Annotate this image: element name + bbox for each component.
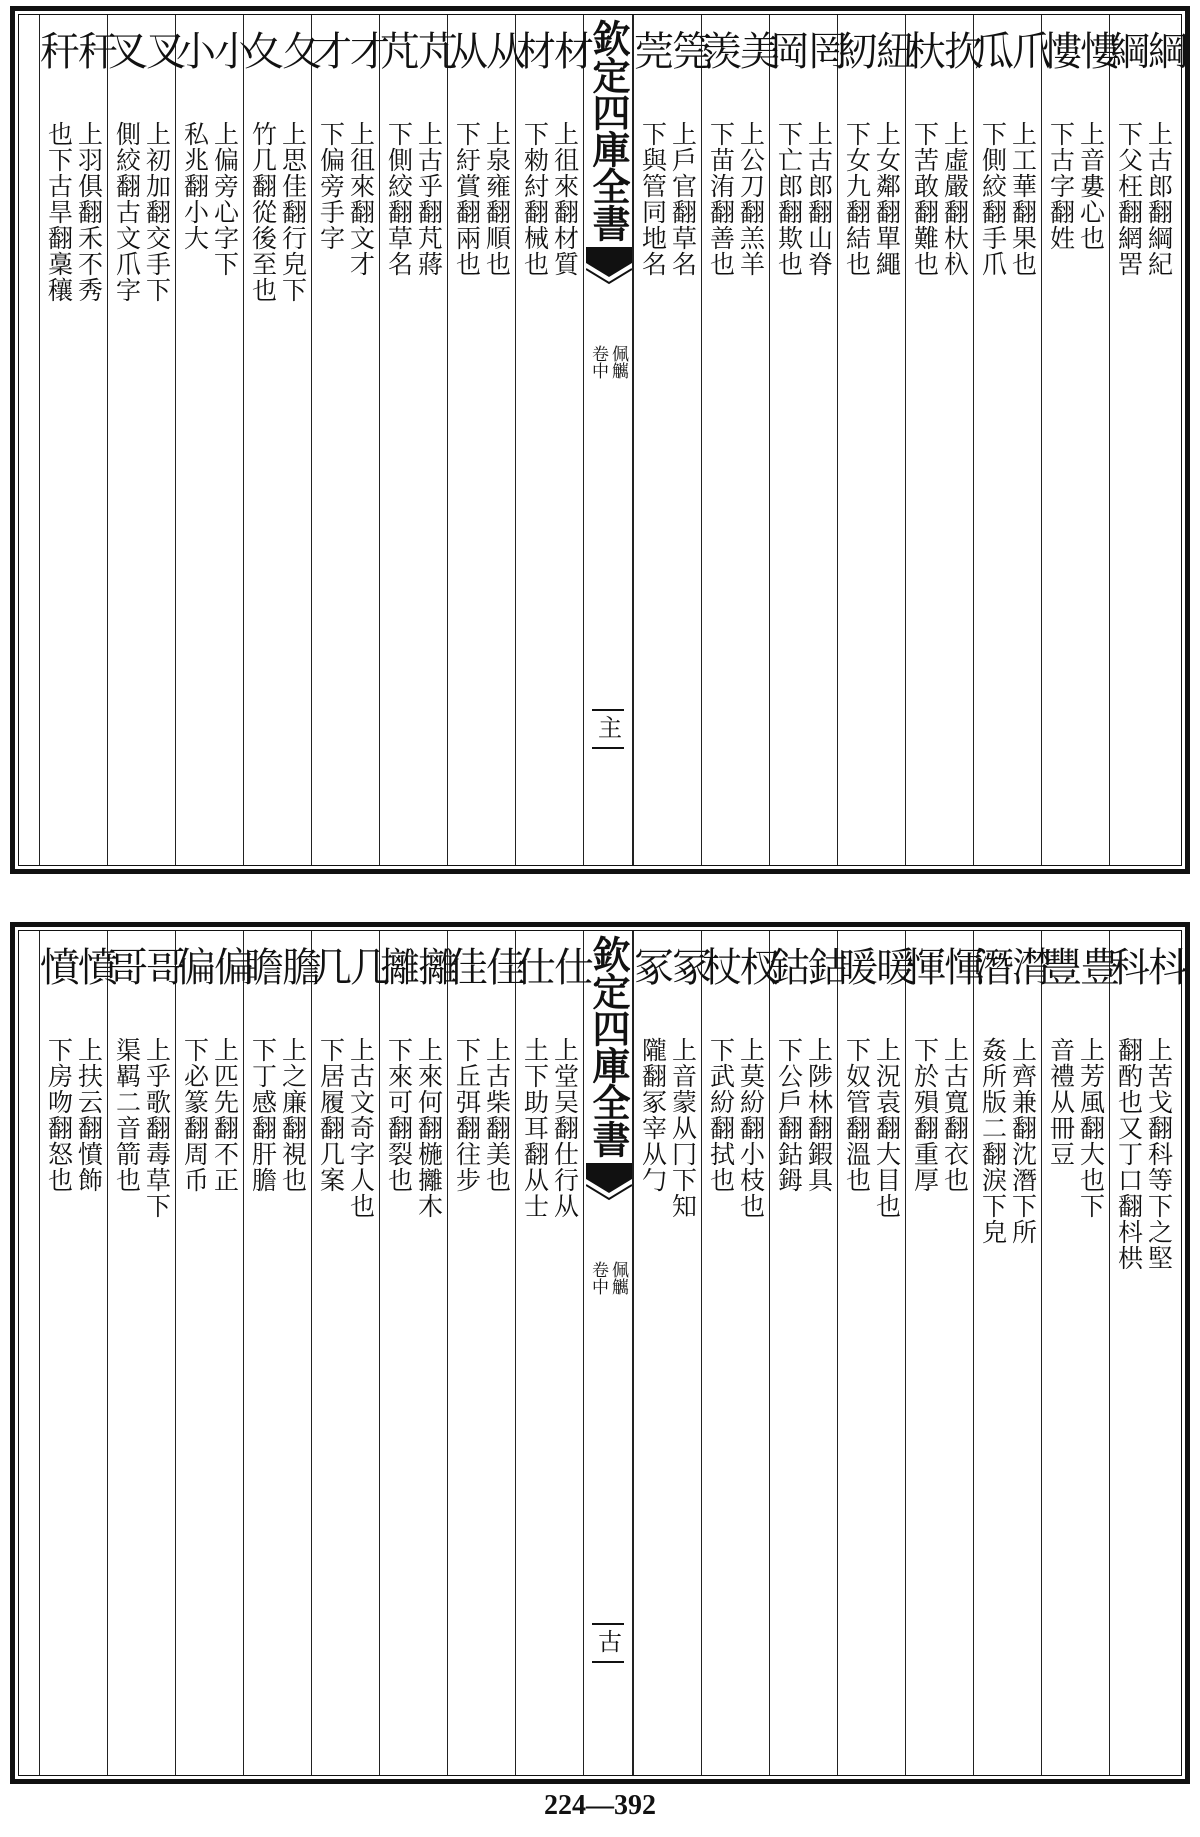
volume-label <box>589 345 627 379</box>
entry-column <box>1109 15 1186 865</box>
entry-headword: 几几 <box>312 945 388 991</box>
entry-headword: 瓜爪 <box>974 29 1050 75</box>
folio-number: 古 <box>593 1629 622 1653</box>
entry-gloss: 上古乎翻芃蔣 下側絞翻草名 <box>384 121 444 277</box>
entry-gloss: 上初加翻交手下 側絞翻古文爪字 <box>112 121 172 303</box>
entry-headword: 潛潸 <box>974 945 1050 991</box>
lower-page-frame <box>18 930 1186 1776</box>
volume-chapter: 卷中 <box>588 345 608 379</box>
entry-gloss: 上古柴翻美也 下丘弭翻往步 <box>452 1037 512 1193</box>
entry-column <box>973 931 1050 1775</box>
entry-headword: 綱綱 <box>1110 29 1186 75</box>
entry-gloss: 上乎歌翻毒草下 渠羁二音箭也 <box>112 1037 172 1219</box>
entry-headword: 惲惲 <box>906 945 982 991</box>
entry-column <box>1041 931 1118 1775</box>
entry-gloss: 上泉雍翻順也 下紆賞翻兩也 <box>452 121 512 277</box>
entry-gloss: 上公刀翻羔羊 下苗洧翻善也 <box>706 121 766 277</box>
entry-gloss: 上來何翻椸攡木 下來可翻裂也 <box>384 1037 444 1219</box>
entry-column <box>769 931 846 1775</box>
entry-headword: 偏偏 <box>176 945 252 991</box>
entry-headword: 才才 <box>312 29 388 75</box>
volume-book-name: 佩觽 <box>608 345 628 379</box>
entry-gloss: 上女鄰翻單繩 下女九翻結也 <box>842 121 902 277</box>
entry-column <box>633 931 710 1775</box>
entry-gloss: 上陟林翻鍜具 下公戶翻鈷鉧 <box>774 1037 834 1193</box>
entry-column <box>1041 15 1118 865</box>
entry-column <box>701 931 778 1775</box>
entry-headword: 豐豊 <box>1042 945 1118 991</box>
entry-headword: 材材 <box>516 29 592 75</box>
entry-column <box>701 15 778 865</box>
folio-number: 主 <box>593 715 622 739</box>
upper-page-frame <box>18 14 1186 866</box>
entry-headword: 从从 <box>448 29 524 75</box>
entry-gloss: 上戶官翻草名 下與管同地名 <box>638 121 698 277</box>
entry-headword: 莞筦 <box>634 29 710 75</box>
entry-column <box>175 15 252 865</box>
entry-column <box>107 15 184 865</box>
entry-column <box>379 931 456 1775</box>
entry-gloss: 上齊兼翻沈潛下所 姦所版二翻淚下皃 <box>978 1037 1038 1245</box>
entry-gloss: 上匹先翻不正 下必篆翻周币 <box>180 1037 240 1193</box>
entry-column <box>515 931 592 1775</box>
series-title: 欽定四庫全書 <box>586 19 631 241</box>
entry-gloss: 上羽俱翻禾不秀 也下古旱翻稾穰 <box>44 121 104 303</box>
entry-headword: 暖暖 <box>838 945 914 991</box>
entry-headword: 夂夂 <box>244 29 320 75</box>
entry-column <box>837 931 914 1775</box>
entry-column <box>311 15 388 865</box>
entry-gloss: 上古郎翻山脊 下亡郎翻欺也 <box>774 121 834 277</box>
entry-headword: 小小 <box>176 29 252 75</box>
upper-page <box>10 6 1190 874</box>
entry-headword: 仕仕 <box>516 945 592 991</box>
entry-column <box>973 15 1050 865</box>
entry-headword: 科枓 <box>1110 945 1186 991</box>
entry-column <box>39 931 116 1775</box>
page-code: 224—392 <box>544 1790 656 1821</box>
volume-chapter: 卷中 <box>588 1261 608 1295</box>
entry-gloss: 上虛嚴翻杕杁 下苦敢翻難也 <box>910 121 970 277</box>
entry-gloss: 上苦戈翻科等下之堅 翻酌也又丁口翻枓栱 <box>1114 1037 1174 1271</box>
entry-headword: 紉紐 <box>838 29 914 75</box>
entry-gloss: 上況袁翻大目也 下奴管翻溫也 <box>842 1037 902 1219</box>
entry-gloss: 上芳風翻大也下 音禮从冊豆 <box>1046 1037 1106 1219</box>
entry-column <box>243 931 320 1775</box>
entry-headword: 羡美 <box>702 29 778 75</box>
entry-gloss: 上音蒙从冂下知 隴翻冢宰从勹 <box>638 1037 698 1219</box>
entry-gloss: 上思佳翻行皃下 竹几翻從後至也 <box>248 121 308 303</box>
entry-headword: 鈷鈷 <box>770 945 846 991</box>
entry-gloss: 上扶云翻憤飾 下房吻翻怒也 <box>44 1037 104 1193</box>
entry-gloss: 上堂吴翻仕行从 土下助耳翻从士 <box>520 1037 580 1219</box>
entry-column <box>1109 931 1186 1775</box>
entry-headword: 攡攡 <box>380 945 456 991</box>
entry-column <box>39 15 116 865</box>
entry-column <box>175 931 252 1775</box>
entry-gloss: 上徂來翻材質 下勑紂翻械也 <box>520 121 580 277</box>
entry-headword: 芃芃 <box>380 29 456 75</box>
series-title: 欽定四庫全書 <box>586 935 631 1157</box>
folio-rule <box>592 1661 624 1663</box>
fishtail-mark-icon <box>586 247 632 291</box>
entry-headword: 冢冢 <box>634 945 710 991</box>
entry-column <box>515 15 592 865</box>
entry-gloss: 上工華翻果也 下側絞翻手爪 <box>978 121 1038 277</box>
entry-gloss: 上偏旁心字下 私兆翻小大 <box>180 121 240 277</box>
entry-column <box>633 15 710 865</box>
entry-headword: 瞻膽 <box>244 945 320 991</box>
volume-book-name: 佩觽 <box>608 1261 628 1295</box>
entry-headword: 哥哥 <box>108 945 184 991</box>
entry-gloss: 上莫紛翻小枝也 下武紛翻拭也 <box>706 1037 766 1219</box>
fishtail-mark-icon <box>586 1163 632 1207</box>
entry-headword: 秆秆 <box>40 29 116 75</box>
entry-column <box>905 931 982 1775</box>
entry-gloss: 上音婁心也 下古字翻姓 <box>1046 121 1106 251</box>
entry-gloss: 上古郎翻綱紀 下父枉翻網罟 <box>1114 121 1174 277</box>
entry-column <box>447 931 524 1775</box>
entry-headword: 杖杈 <box>702 945 778 991</box>
entry-headword: 佳佳 <box>448 945 524 991</box>
center-fold-column <box>583 931 633 1775</box>
entry-column <box>447 15 524 865</box>
volume-label <box>589 1261 627 1295</box>
entry-headword: 叉叉 <box>108 29 184 75</box>
entry-gloss: 上古寬翻衣也 下於殞翻重厚 <box>910 1037 970 1193</box>
folio-rule <box>592 709 624 711</box>
entry-gloss: 上古文奇字人也 下居履翻几案 <box>316 1037 376 1219</box>
entry-headword: 岡罔 <box>770 29 846 75</box>
entry-column <box>905 15 982 865</box>
entry-gloss: 上之廉翻視也 下丁感翻肝膽 <box>248 1037 308 1193</box>
center-fold-column <box>583 15 633 865</box>
entry-column <box>769 15 846 865</box>
folio-rule <box>592 1623 624 1625</box>
entry-column <box>243 15 320 865</box>
lower-page <box>10 922 1190 1784</box>
folio-rule <box>592 747 624 749</box>
entry-headword: 杕扻 <box>906 29 982 75</box>
entry-headword: 慺慺 <box>1042 29 1118 75</box>
entry-column <box>837 15 914 865</box>
entry-column <box>107 931 184 1775</box>
entry-column <box>311 931 388 1775</box>
entry-gloss: 上徂來翻文才 下偏旁手字 <box>316 121 376 277</box>
entry-headword: 憤憤 <box>40 945 116 991</box>
entry-column <box>379 15 456 865</box>
